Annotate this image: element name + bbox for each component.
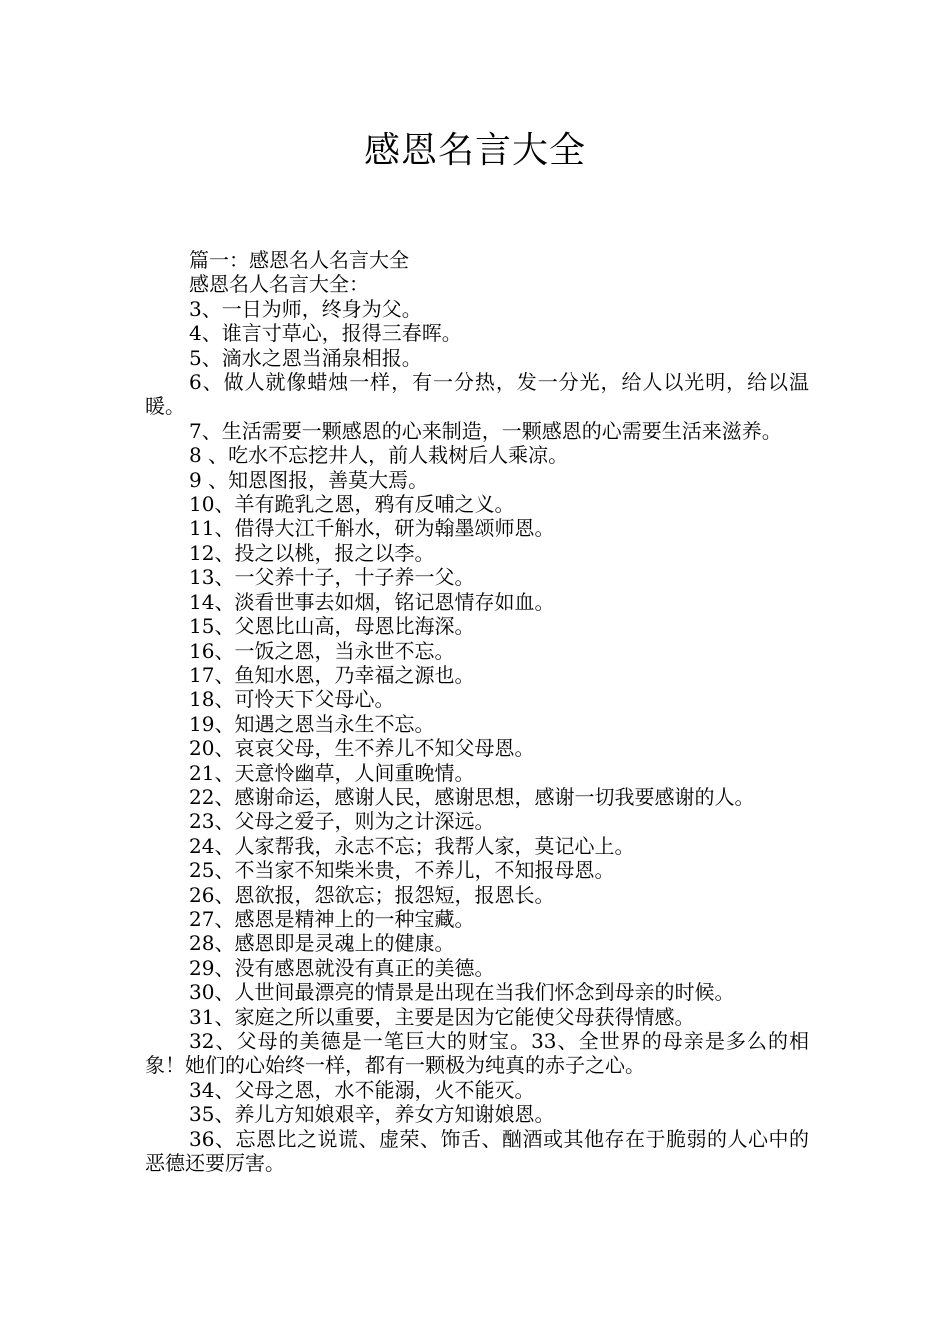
paragraph: 9 、知恩图报，善莫大焉。 (189, 467, 429, 492)
paragraph: 18、可怜天下父母心。 (189, 687, 395, 712)
paragraph: 24、人家帮我，永志不忘；我帮人家，莫记心上。 (189, 833, 635, 858)
paragraph: 10、羊有跪乳之恩，鸦有反哺之义。 (189, 492, 515, 517)
paragraph: 29、没有感恩就没有真正的美德。 (189, 955, 495, 980)
paragraph: 8 、吃水不忘挖井人，前人栽树后人乘凉。 (189, 443, 569, 468)
paragraph: 13、一父养十子，十子养一父。 (189, 565, 475, 590)
paragraph: 7、生活需要一颗感恩的心来制造，一颗感恩的心需要生活来滋养。 (189, 418, 782, 443)
paragraph: 17、鱼知水恩，乃幸福之源也。 (189, 662, 475, 687)
document-title: 感恩名言大全 (363, 130, 586, 171)
paragraph: 篇一：感恩名人名言大全 (189, 248, 409, 272)
paragraph: 31、家庭之所以重要，主要是因为它能使父母获得情感。 (189, 1004, 695, 1029)
paragraph: 19、知遇之恩当永生不忘。 (189, 711, 435, 736)
paragraph: 36、忘恩比之说谎、虚荣、饰舌、酗酒或其他存在于脆弱的人心中的恶德还要厉害。 (145, 1126, 809, 1176)
paragraph: 34、父母之恩，水不能溺，火不能灭。 (189, 1077, 535, 1102)
paragraph: 3、一日为师，终身为父。 (189, 296, 422, 321)
paragraph: 27、感恩是精神上的一种宝藏。 (189, 906, 475, 931)
paragraph: 5、滴水之恩当涌泉相报。 (189, 345, 422, 370)
paragraph: 21、天意怜幽草，人间重晚情。 (189, 760, 475, 785)
paragraph: 28、感恩即是灵魂上的健康。 (189, 931, 455, 956)
paragraph: 35、养儿方知娘艰辛，养女方知谢娘恩。 (189, 1102, 555, 1127)
paragraph: 14、淡看世事去如烟，铭记恩情存如血。 (189, 589, 555, 614)
paragraph: 32、父母的美德是一笔巨大的财宝。33、全世界的母亲是多么的相象！她们的心始终一样，都有一颗极为纯真的赤子之心。 (145, 1029, 809, 1078)
paragraph: 12、投之以桃，报之以李。 (189, 540, 435, 565)
paragraph: 感恩名人名言大全： (189, 272, 369, 297)
paragraph: 20、哀哀父母，生不养儿不知父母恩。 (189, 736, 535, 761)
paragraph: 4、谁言寸草心，报得三春晖。 (189, 321, 462, 346)
document-body (145, 248, 809, 1175)
paragraph: 26、恩欲报，怨欲忘；报怨短，报恩长。 (189, 882, 555, 907)
paragraph: 11、借得大江千斛水，研为翰墨颂师恩。 (189, 516, 555, 541)
paragraph: 6、做人就像蜡烛一样，有一分热，发一分光，给人以光明，给以温暖。 (145, 370, 809, 419)
paragraph: 22、感谢命运，感谢人民，感谢思想，感谢一切我要感谢的人。 (189, 784, 755, 809)
paragraph: 23、父母之爱子，则为之计深远。 (189, 809, 495, 834)
paragraph: 16、一饭之恩，当永世不忘。 (189, 638, 455, 663)
paragraph: 25、不当家不知柴米贵，不养儿，不知报母恩。 (189, 858, 615, 883)
paragraph: 30、人世间最漂亮的情景是出现在当我们怀念到母亲的时候。 (189, 980, 735, 1005)
paragraph: 15、父恩比山高，母恩比海深。 (189, 614, 475, 639)
